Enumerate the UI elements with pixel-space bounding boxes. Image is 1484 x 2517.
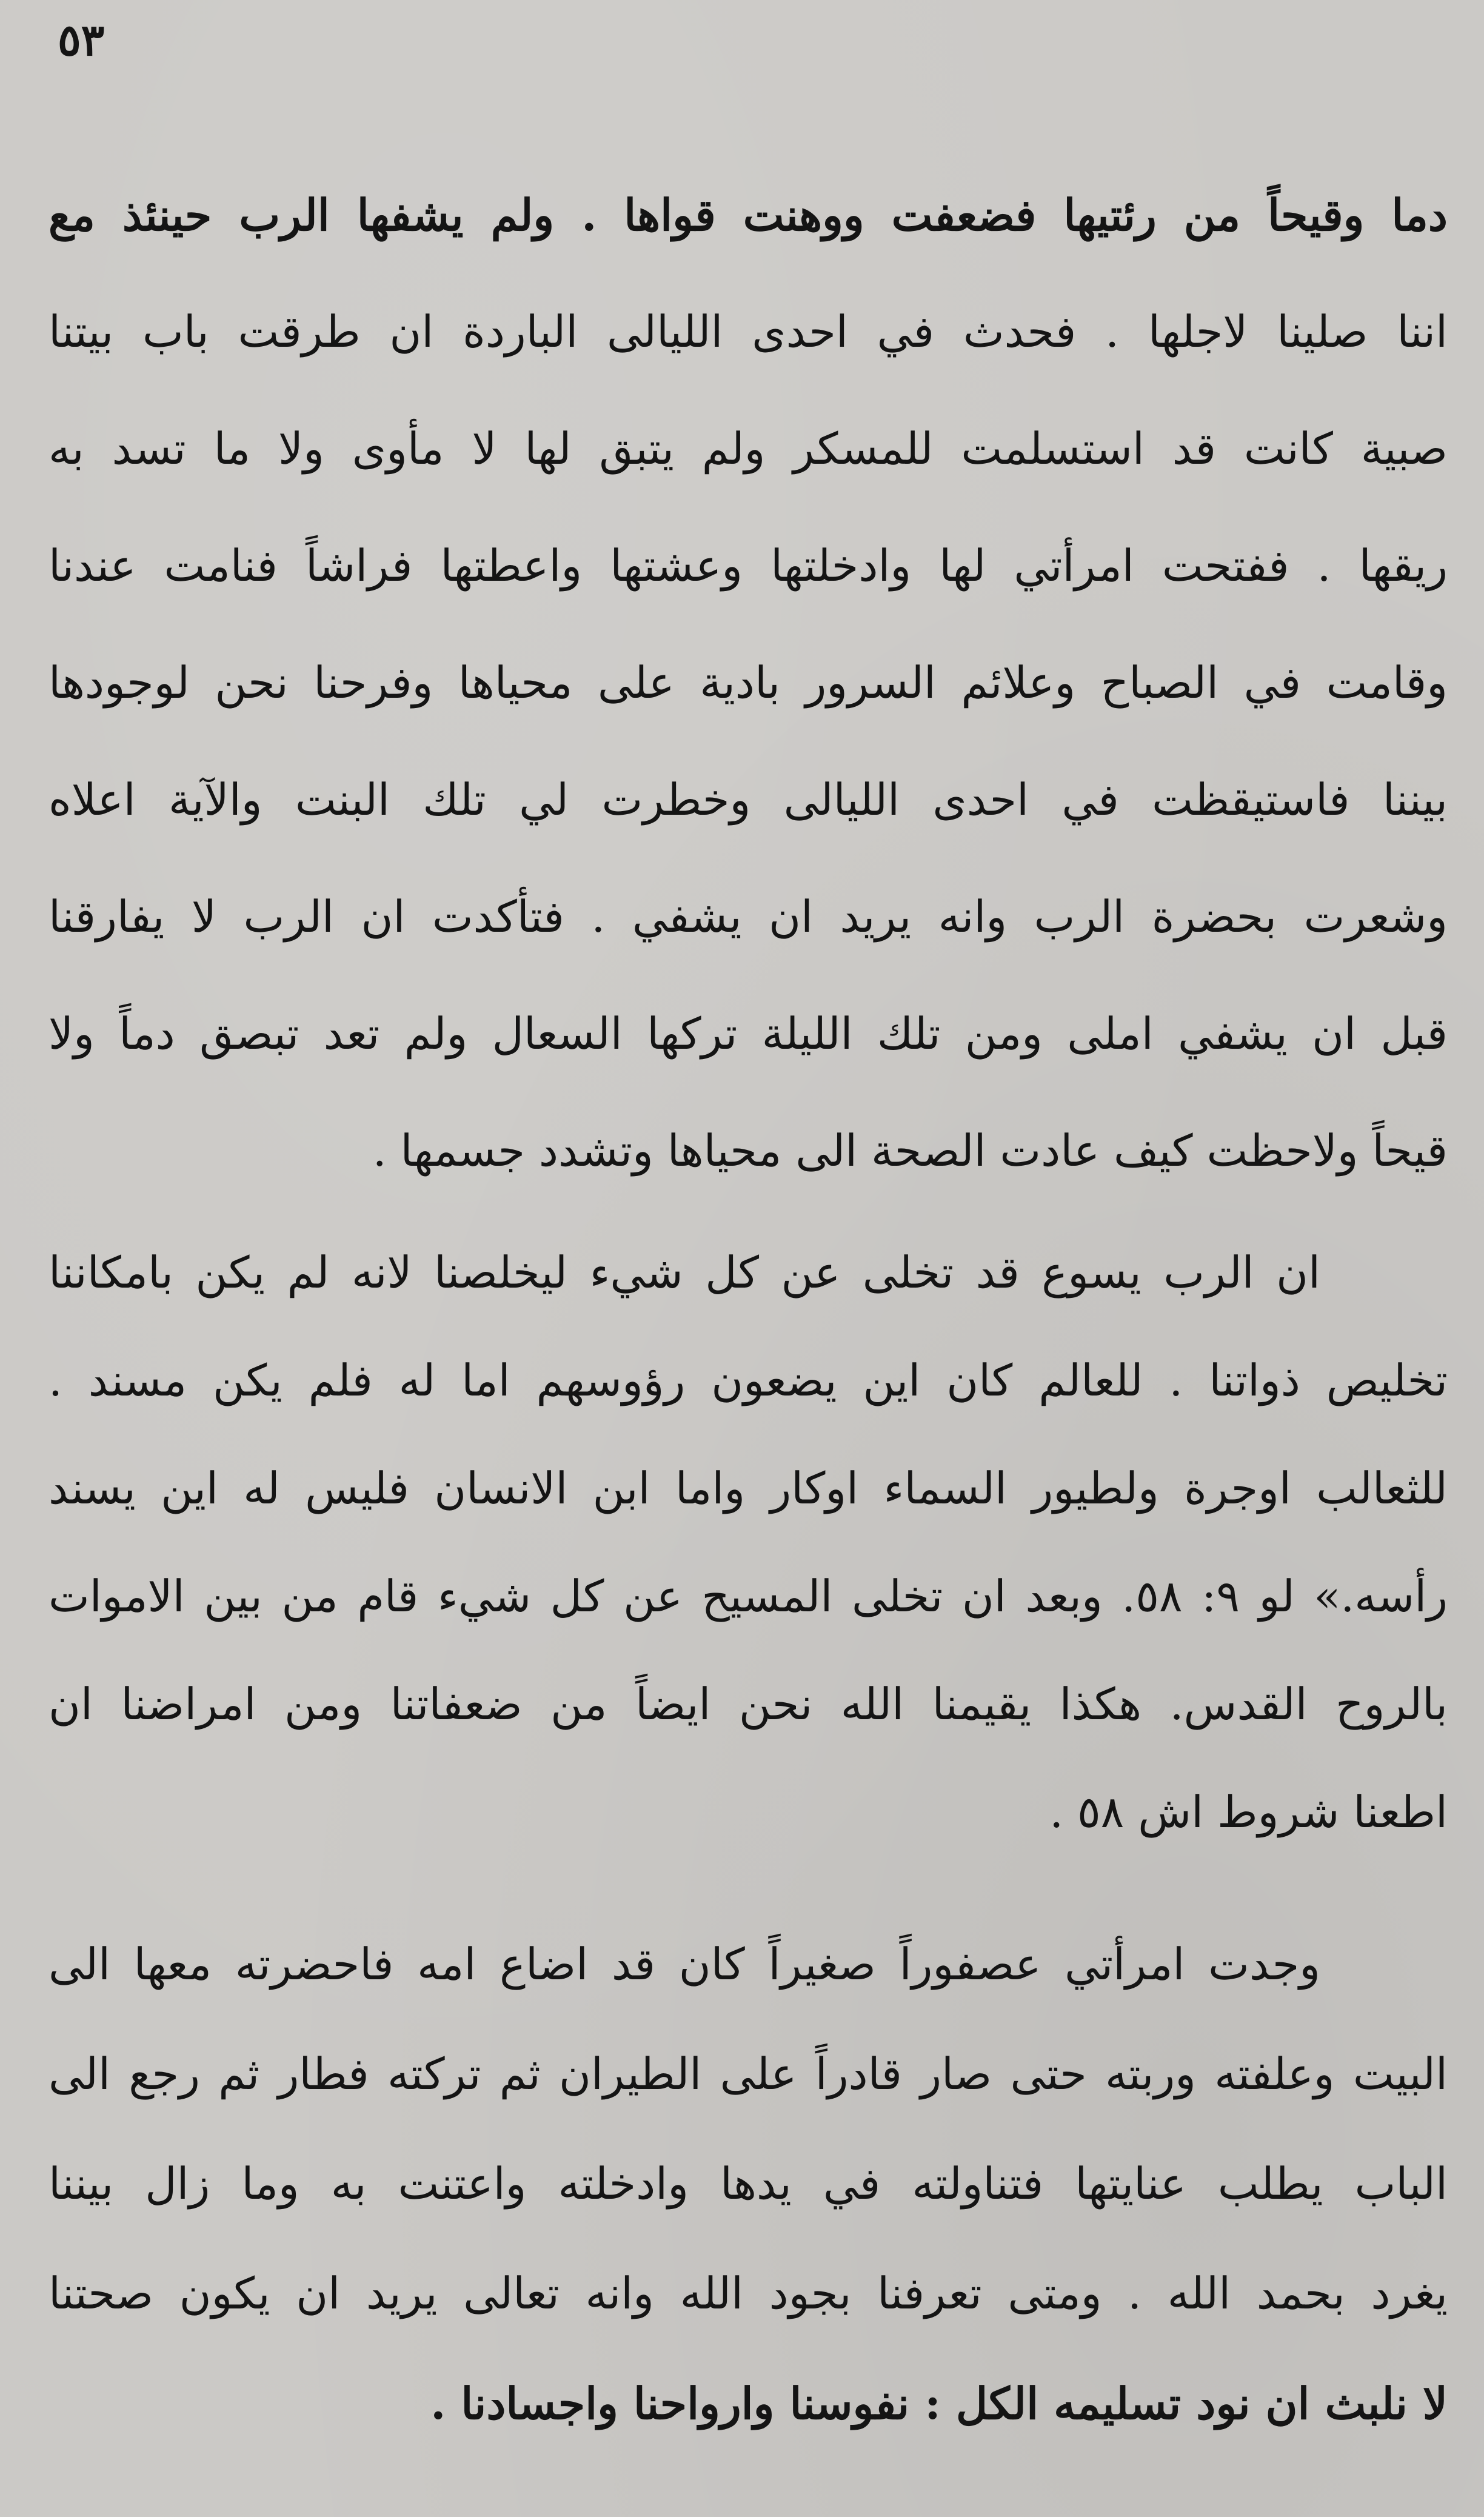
paragraph-1 — [48, 156, 1448, 1209]
text-line: قيحاً ولاحظت كيف عادت الصحة الى محياها وتشدد جسمها . — [372, 1125, 1448, 1176]
text-line: اننا صلينا لاجلها . فحدث في احدى الليالى الباردة ان طرقت باب بيتنا — [48, 306, 1448, 357]
paragraph-2 — [48, 1218, 1448, 1866]
text-line: لا نلبث ان نود تسليمه الكل : نفوسنا وارواحنا واجسادنا . — [430, 2378, 1448, 2429]
page-number: ٥٣ — [58, 14, 105, 65]
text-line: وقامت في الصباح وعلائم السرور بادية على محياها وفرحنا نحن لوجودها — [48, 657, 1448, 708]
text-line: ريقها . ففتحت امرأتي لها وادخلتها وعشتها واعطتها فراشاً فنامت عندنا — [48, 540, 1448, 591]
text-line: ان الرب يسوع قد تخلى عن كل شيء ليخلصنا لانه لم يكن بامكاننا — [48, 1247, 1320, 1298]
text-line: دما وقيحاً من رئتيها فضعفت ووهنت قواها . ولم يشفها الرب حينئذ مع — [48, 189, 1448, 241]
text-line: وجدت امرأتي عصفوراً صغيراً كان قد اضاع امه فاحضرته معها الى — [48, 1939, 1320, 1990]
text-line: الباب يطلب عنايتها فتناولته في يدها وادخلته واعتنت به وما زال بيننا — [48, 2158, 1448, 2209]
text-line: وشعرت بحضرة الرب وانه يريد ان يشفي . فتأكدت ان الرب لا يفارقنا — [48, 891, 1448, 942]
paragraph-3 — [48, 1910, 1448, 2458]
text-line: اطعنا شروط اش ٥٨ . — [1049, 1787, 1448, 1837]
text-line: صبية كانت قد استسلمت للمسكر ولم يتبق لها لا مأوى ولا ما تسد به — [48, 423, 1448, 474]
text-line: رأسه.» لو ٩: ٥٨. وبعد ان تخلى المسيح عن كل شيء قام من بين الاموات — [48, 1571, 1448, 1622]
text-line: قبل ان يشفي املى ومن تلك الليلة تركها السعال ولم تعد تبصق دماً ولا — [48, 1008, 1448, 1059]
text-line: البيت وعلفته وربته حتى صار قادراً على الطيران ثم تركته فطار ثم رجع الى — [48, 2048, 1448, 2099]
text-line: بالروح القدس. هكذا يقيمنا الله نحن ايضاً من ضعفاتنا ومن امراضنا ان — [48, 1679, 1448, 1730]
text-line: تخليص ذواتنا . للعالم كان اين يضعون رؤوسهم اما له فلم يكن مسند . — [48, 1355, 1448, 1406]
text-line: للثعالب اوجرة ولطيور السماء اوكار واما ابن الانسان فليس له اين يسند — [48, 1463, 1448, 1514]
text-line: يغرد بحمد الله . ومتى تعرفنا بجود الله وانه تعالى يريد ان يكون صحتنا — [48, 2268, 1448, 2319]
text-line: بيننا فاستيقظت في احدى الليالى وخطرت لي تلك البنت والآية اعلاه — [48, 774, 1448, 825]
